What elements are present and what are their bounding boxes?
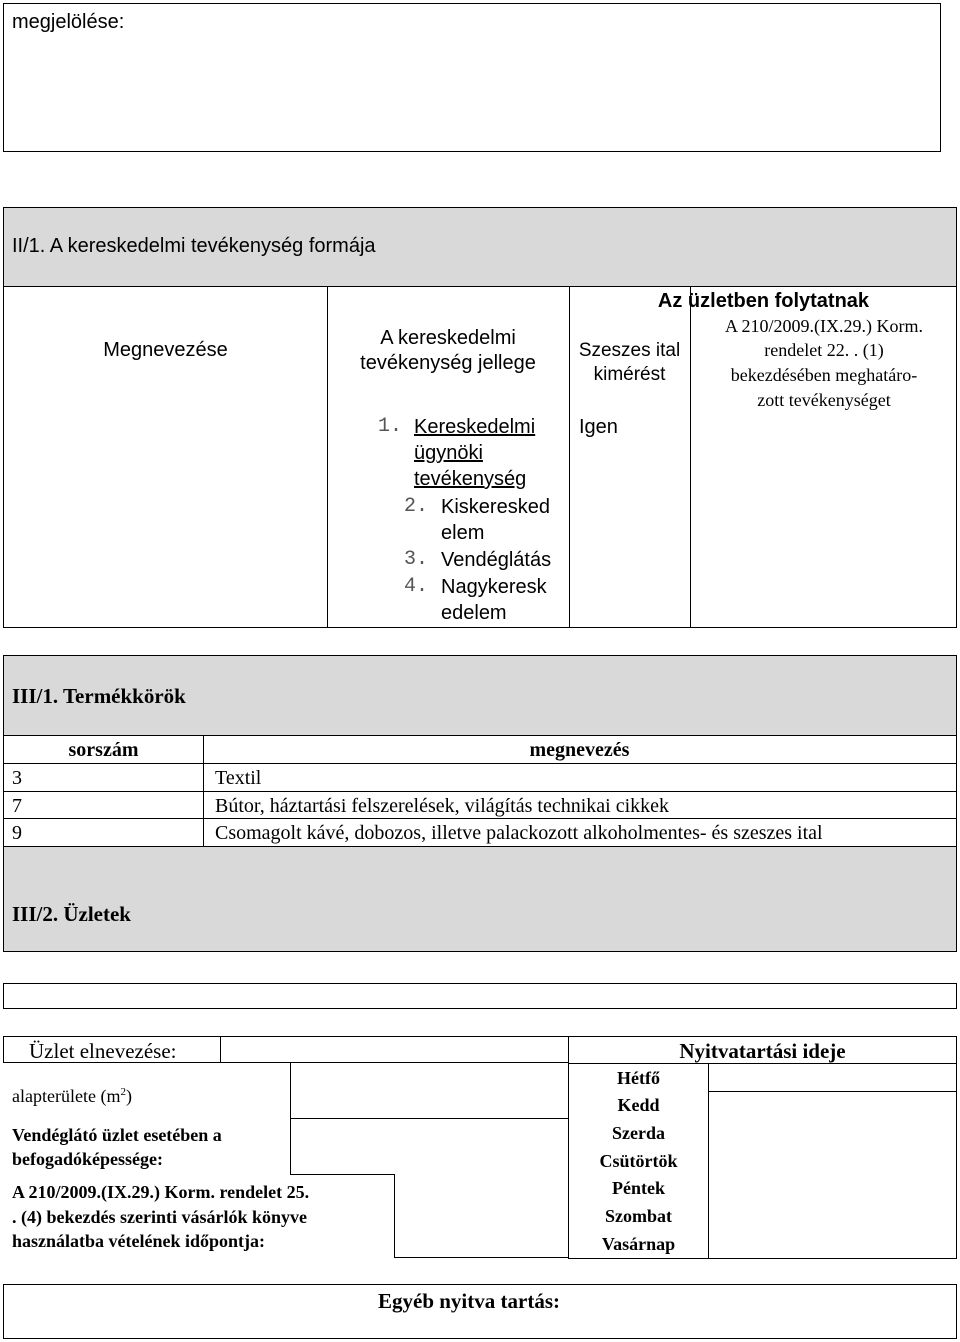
product-row-3-name: Csomagolt kávé, dobozos, illetve palackozott alkoholmentes- és szeszes ital (215, 822, 823, 844)
section-2-1-header (3, 207, 957, 287)
activity-2-line-1: Kiskeresked (441, 496, 550, 518)
register-label-3: használatba vételének időpontja: (12, 1231, 266, 1251)
section-3-1-header (3, 655, 957, 736)
day-sunday: Vasárnap (601, 1234, 676, 1254)
col-type-header-1: A kereskedelmi (380, 327, 516, 349)
product-row-1-name: Textil (215, 767, 262, 789)
top-box-label: megjelölése: (12, 11, 125, 33)
activity-form-table (3, 286, 957, 628)
product-table (3, 735, 957, 847)
product-row-1-num: 3 (12, 767, 22, 789)
section-3-2-header (3, 846, 957, 952)
product-row-3-num: 9 (12, 822, 22, 844)
product-col-name: megnevezés (529, 739, 630, 761)
top-box (3, 3, 941, 152)
section-2-1-title: II/1. A kereskedelmi tevékenység formája (12, 235, 376, 257)
activity-4-line-2: edelem (441, 602, 507, 624)
performed-sub-3: bekezdésében meghatáro- (730, 365, 918, 385)
performed-sub-4: zott tevékenységet (757, 390, 891, 410)
activity-1-line-3: tevékenység (414, 468, 527, 490)
col-type-header-2: tevékenység jellege (360, 352, 536, 374)
alcohol-header-1: Szeszes ital (578, 340, 681, 361)
section-3-1-title: III/1. Termékkörök (12, 684, 186, 708)
day-monday: Hétfő (617, 1068, 660, 1088)
other-opening-box (3, 1284, 957, 1339)
register-label-2: . (4) bekezdés szerinti vásárlók könyve (12, 1207, 307, 1227)
day-wednesday: Szerda (612, 1123, 665, 1143)
activity-2-line-2: elem (441, 522, 485, 544)
day-saturday: Szombat (605, 1206, 672, 1226)
day-friday: Péntek (612, 1178, 665, 1198)
product-row-2-name: Bútor, háztartási felszerelések, világítás technikai cikkek (215, 795, 670, 817)
other-opening-label: Egyéb nyitva tartás: (378, 1289, 560, 1313)
capacity-label-1: Vendéglátó üzlet esetében a (12, 1125, 222, 1145)
section-3-2-title: III/2. Üzletek (12, 902, 131, 926)
day-tuesday: Kedd (617, 1095, 660, 1115)
opening-hours-table (568, 1036, 957, 1259)
alcohol-header-2: kimérést (593, 364, 666, 385)
col-name-header: Megnevezése (103, 339, 228, 361)
day-thursday: Csütörtök (599, 1151, 678, 1171)
activity-num-1: 1. (378, 415, 403, 438)
activity-1-line-1: Kereskedelmi (414, 416, 536, 438)
performed-header: Az üzletben folytatnak (657, 290, 870, 312)
activity-num-3: 3. (404, 548, 429, 571)
opening-hours-header: Nyitvatartási ideje (679, 1039, 846, 1063)
shop-name-label: Üzlet elnevezése: (29, 1039, 177, 1063)
activity-num-2: 2. (404, 495, 429, 518)
register-label-1: A 210/2009.(IX.29.) Korm. rendelet 25. (12, 1182, 310, 1202)
blank-strip (3, 983, 957, 1009)
activity-4-line-1: Nagykeresk (441, 576, 547, 598)
activity-num-4: 4. (404, 575, 429, 598)
activity-3-line-1: Vendéglátás (441, 549, 552, 571)
product-row-2-num: 7 (12, 795, 22, 817)
alcohol-value: Igen (579, 416, 618, 438)
product-col-num: sorszám (68, 739, 139, 761)
activity-1-line-2: ügynöki (414, 442, 483, 464)
capacity-label-2: befogadóképessége: (12, 1149, 163, 1169)
performed-sub-2: rendelet 22. . (1) (764, 340, 884, 360)
performed-sub-1: A 210/2009.(IX.29.) Korm. (725, 316, 923, 336)
area-label: alapterülete $(m^2)$ (12, 1086, 132, 1106)
shop-name-row (3, 1036, 569, 1063)
area-sup: 2 (120, 1086, 126, 1098)
